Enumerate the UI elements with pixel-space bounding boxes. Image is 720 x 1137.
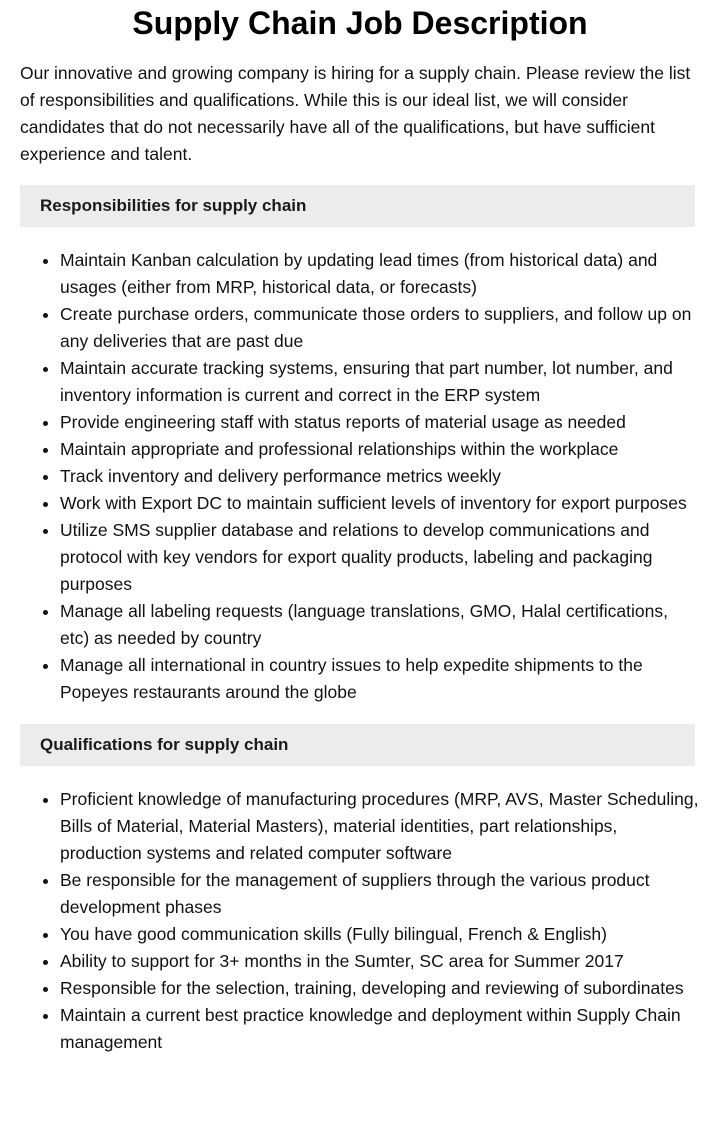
list-item: • Maintain accurate tracking systems, ensuring that part number, lot number, and inventory information is current and correct in the ERP system	[60, 355, 700, 409]
list-item: • Provide engineering staff with status reports of material usage as needed	[60, 409, 700, 436]
list-item: • Responsible for the selection, training, developing and reviewing of subordinates	[60, 975, 700, 1002]
list-item: • Be responsible for the management of suppliers through the various product development phases	[60, 867, 700, 921]
qualifications-heading: Qualifications for supply chain	[20, 724, 695, 766]
list-item: • Maintain appropriate and professional relationships within the workplace	[60, 436, 700, 463]
intro-paragraph: Our innovative and growing company is hiring for a supply chain. Please review the list of responsibilities and qualifications. While this is our ideal list, we will consider candidates that do not necessarily have all of the qualifications, but have sufficient experience and talent.	[20, 63, 691, 164]
list-item: • Track inventory and delivery performance metrics weekly	[60, 463, 700, 490]
responsibilities-heading: Responsibilities for supply chain	[20, 185, 695, 227]
qualifications-list	[0, 786, 720, 1056]
page-title: Supply Chain Job Description	[132, 5, 588, 41]
responsibilities-list	[0, 247, 720, 706]
list-item: • Manage all labeling requests (language translations, GMO, Halal certifications, etc) as needed by country	[60, 598, 700, 652]
list-item: • Create purchase orders, communicate those orders to suppliers, and follow up on any deliveries that are past due	[60, 301, 700, 355]
list-item: • You have good communication skills (Fully bilingual, French & English)	[60, 921, 700, 948]
list-item: • Maintain a current best practice knowledge and deployment within Supply Chain management	[60, 1002, 700, 1056]
list-item: • Proficient knowledge of manufacturing procedures (MRP, AVS, Master Scheduling, Bills of Material, Material Masters), material identities, part relationships, production systems and related computer software	[60, 786, 700, 867]
list-item: • Maintain Kanban calculation by updating lead times (from historical data) and usages (either from MRP, historical data, or forecasts)	[60, 247, 700, 301]
list-item: • Manage all international in country issues to help expedite shipments to the Popeyes restaurants around the globe	[60, 652, 700, 706]
list-item: • Work with Export DC to maintain sufficient levels of inventory for export purposes	[60, 490, 700, 517]
list-item: • Ability to support for 3+ months in the Sumter, SC area for Summer 2017	[60, 948, 700, 975]
list-item: • Utilize SMS supplier database and relations to develop communications and protocol with key vendors for export quality products, labeling and packaging purposes	[60, 517, 700, 598]
